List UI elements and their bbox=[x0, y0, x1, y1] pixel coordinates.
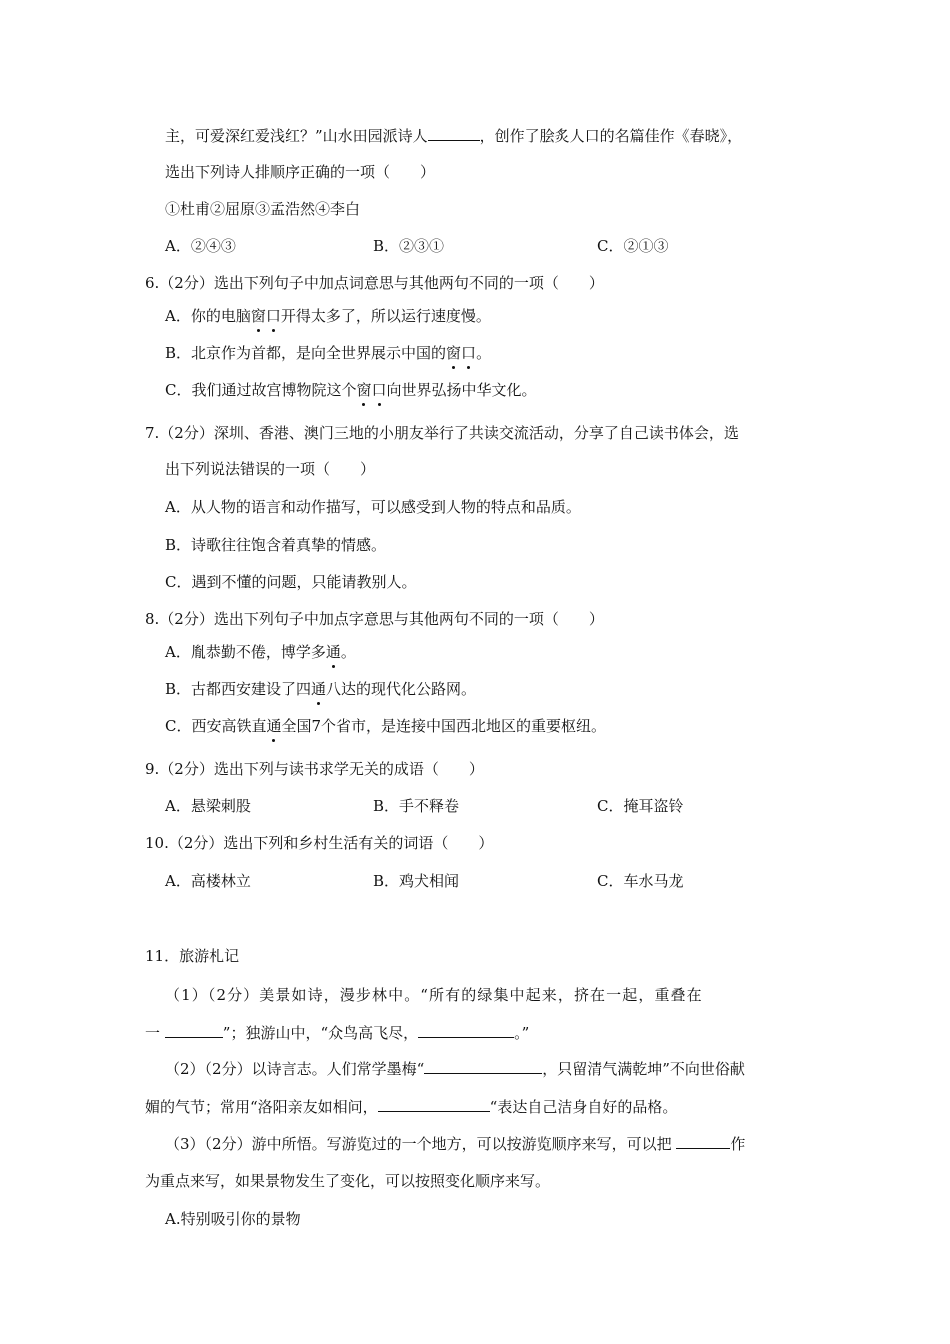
q8-c-dotted: 通 bbox=[266, 717, 282, 735]
q6-b-dotted-1: 窗 bbox=[446, 344, 462, 362]
q5-line1 bbox=[165, 126, 742, 146]
q6-option-b[interactable] bbox=[165, 343, 491, 363]
q11-blank-3[interactable] bbox=[424, 1059, 542, 1074]
q9-option-b[interactable]: B．手不释卷 bbox=[373, 797, 460, 815]
q6-c-pre: C．我们通过故宫博物院这个 bbox=[165, 381, 357, 399]
q6-option-c[interactable] bbox=[165, 380, 537, 400]
q6-a-pre: A．你的电脑 bbox=[165, 307, 251, 325]
q8-b-pre: B．古都西安建设了四 bbox=[165, 680, 312, 698]
q11-option-a[interactable]: A.特别吸引你的景物 bbox=[165, 1210, 301, 1228]
q7-option-a[interactable]: A．从人物的语言和动作描写，可以感受到人物的特点和品质。 bbox=[165, 498, 581, 516]
q10-option-b[interactable]: B．鸡犬相闻 bbox=[373, 872, 460, 890]
q5-line1-text-a: 主，可爱深红爱浅红？”山水田园派诗人 bbox=[165, 127, 428, 145]
q11-p2-line1-a: （2）（2分）以诗言志。人们常学墨梅“ bbox=[165, 1060, 425, 1078]
q6-a-dotted-1: 窗 bbox=[250, 307, 266, 325]
q8-option-c[interactable] bbox=[165, 716, 606, 736]
q6-c-dotted-2: 口 bbox=[371, 381, 387, 399]
q6-b-post: 。 bbox=[476, 344, 492, 362]
q5-option-a[interactable]: A．②④③ bbox=[165, 237, 236, 255]
q9-option-c[interactable]: C．掩耳盗铃 bbox=[597, 797, 684, 815]
q11-blank-5[interactable] bbox=[676, 1134, 730, 1149]
q6-a-dotted-2: 口 bbox=[265, 307, 281, 325]
q6-stem: 6.（2分）选出下列句子中加点词意思与其他两句不同的一项（ ） bbox=[145, 274, 604, 292]
q11-p3-line1 bbox=[165, 1134, 745, 1154]
q6-a-post: 开得太多了，所以运行速度慢。 bbox=[280, 307, 491, 325]
q7-stem-line2: 出下列说法错误的一项（ ） bbox=[165, 460, 376, 478]
q11-p1-line2-c: 。” bbox=[514, 1024, 530, 1042]
q5-option-c[interactable]: C．②①③ bbox=[597, 237, 669, 255]
q5-poet-list: ①杜甫②屈原③孟浩然④李白 bbox=[165, 200, 361, 218]
q8-a-dotted: 通 bbox=[325, 643, 341, 661]
q6-c-dotted-1: 窗 bbox=[356, 381, 372, 399]
q11-p1-line1: （1）（2分）美景如诗，漫步林中。“所有的绿集中起来，挤在一起，重叠在 bbox=[165, 986, 703, 1004]
q7-stem-line1: 7.（2分）深圳、香港、澳门三地的小朋友举行了共读交流活动，分享了自己读书体会，选 bbox=[145, 424, 739, 442]
q8-c-post: 全国7个省市，是连接中国西北地区的重要枢纽。 bbox=[281, 717, 607, 735]
q6-b-dotted-2: 口 bbox=[461, 344, 477, 362]
q7-option-c[interactable]: C．遇到不懂的问题，只能请教别人。 bbox=[165, 573, 417, 591]
q5-line2: 选出下列诗人排顺序正确的一项（ ） bbox=[165, 163, 436, 181]
q5-line1-text-b: ，创作了脍炙人口的名篇佳作《春晓》， bbox=[479, 127, 743, 145]
q11-p2-line2-b: “表达自己洁身自好的品格。 bbox=[489, 1098, 678, 1116]
q11-p3-line1-a: （3）（2分）游中所悟。写游览过的一个地方，可以按游览顺序来写，可以把 bbox=[165, 1135, 677, 1153]
q8-option-a[interactable] bbox=[165, 642, 356, 662]
q11-p2-line2-a: 媚的气节；常用“洛阳亲友如相问， bbox=[145, 1098, 378, 1116]
q9-stem: 9.（2分）选出下列与读书求学无关的成语（ ） bbox=[145, 760, 484, 778]
q11-p1-line2 bbox=[145, 1023, 529, 1043]
q5-answer-blank[interactable] bbox=[428, 126, 480, 141]
q9-option-a[interactable]: A．悬梁刺股 bbox=[165, 797, 251, 815]
q11-blank-4[interactable] bbox=[378, 1097, 490, 1112]
q11-p3-line1-b: 作 bbox=[730, 1135, 746, 1153]
q8-a-post: 。 bbox=[340, 643, 356, 661]
q6-b-pre: B．北京作为首都，是向全世界展示中国的 bbox=[165, 344, 447, 362]
q11-p1-line2-a: 一 bbox=[145, 1024, 165, 1042]
q8-option-b[interactable] bbox=[165, 679, 476, 699]
q8-c-pre: C．西安高铁直 bbox=[165, 717, 267, 735]
q6-c-post: 向世界弘扬中华文化。 bbox=[386, 381, 537, 399]
q11-p2-line1 bbox=[165, 1059, 745, 1079]
q5-option-b[interactable]: B．②③① bbox=[373, 237, 445, 255]
q11-blank-2[interactable] bbox=[418, 1023, 514, 1038]
q11-blank-1[interactable] bbox=[165, 1023, 223, 1038]
q7-option-b[interactable]: B．诗歌往往饱含着真挚的情感。 bbox=[165, 536, 387, 554]
q10-stem: 10.（2分）选出下列和乡村生活有关的词语（ ） bbox=[145, 834, 494, 852]
q11-p2-line2 bbox=[145, 1097, 677, 1117]
q8-a-pre: A．胤恭勤不倦，博学多 bbox=[165, 643, 326, 661]
q8-b-post: 八达的现代化公路网。 bbox=[326, 680, 477, 698]
q8-b-dotted: 通 bbox=[311, 680, 327, 698]
q11-title: 11．旅游札记 bbox=[145, 947, 240, 965]
q6-option-a[interactable] bbox=[165, 306, 491, 326]
q10-option-a[interactable]: A．高楼林立 bbox=[165, 872, 251, 890]
q8-stem: 8.（2分）选出下列句子中加点字意思与其他两句不同的一项（ ） bbox=[145, 610, 604, 628]
q11-p3-line2: 为重点来写，如果景物发生了变化，可以按照变化顺序来写。 bbox=[145, 1172, 551, 1190]
q10-option-c[interactable]: C．车水马龙 bbox=[597, 872, 684, 890]
q11-p2-line1-b: ，只留清气满乾坤”不向世俗献 bbox=[542, 1060, 745, 1078]
q11-p1-line2-b: ”；独游山中，“众鸟高飞尽， bbox=[222, 1024, 419, 1042]
